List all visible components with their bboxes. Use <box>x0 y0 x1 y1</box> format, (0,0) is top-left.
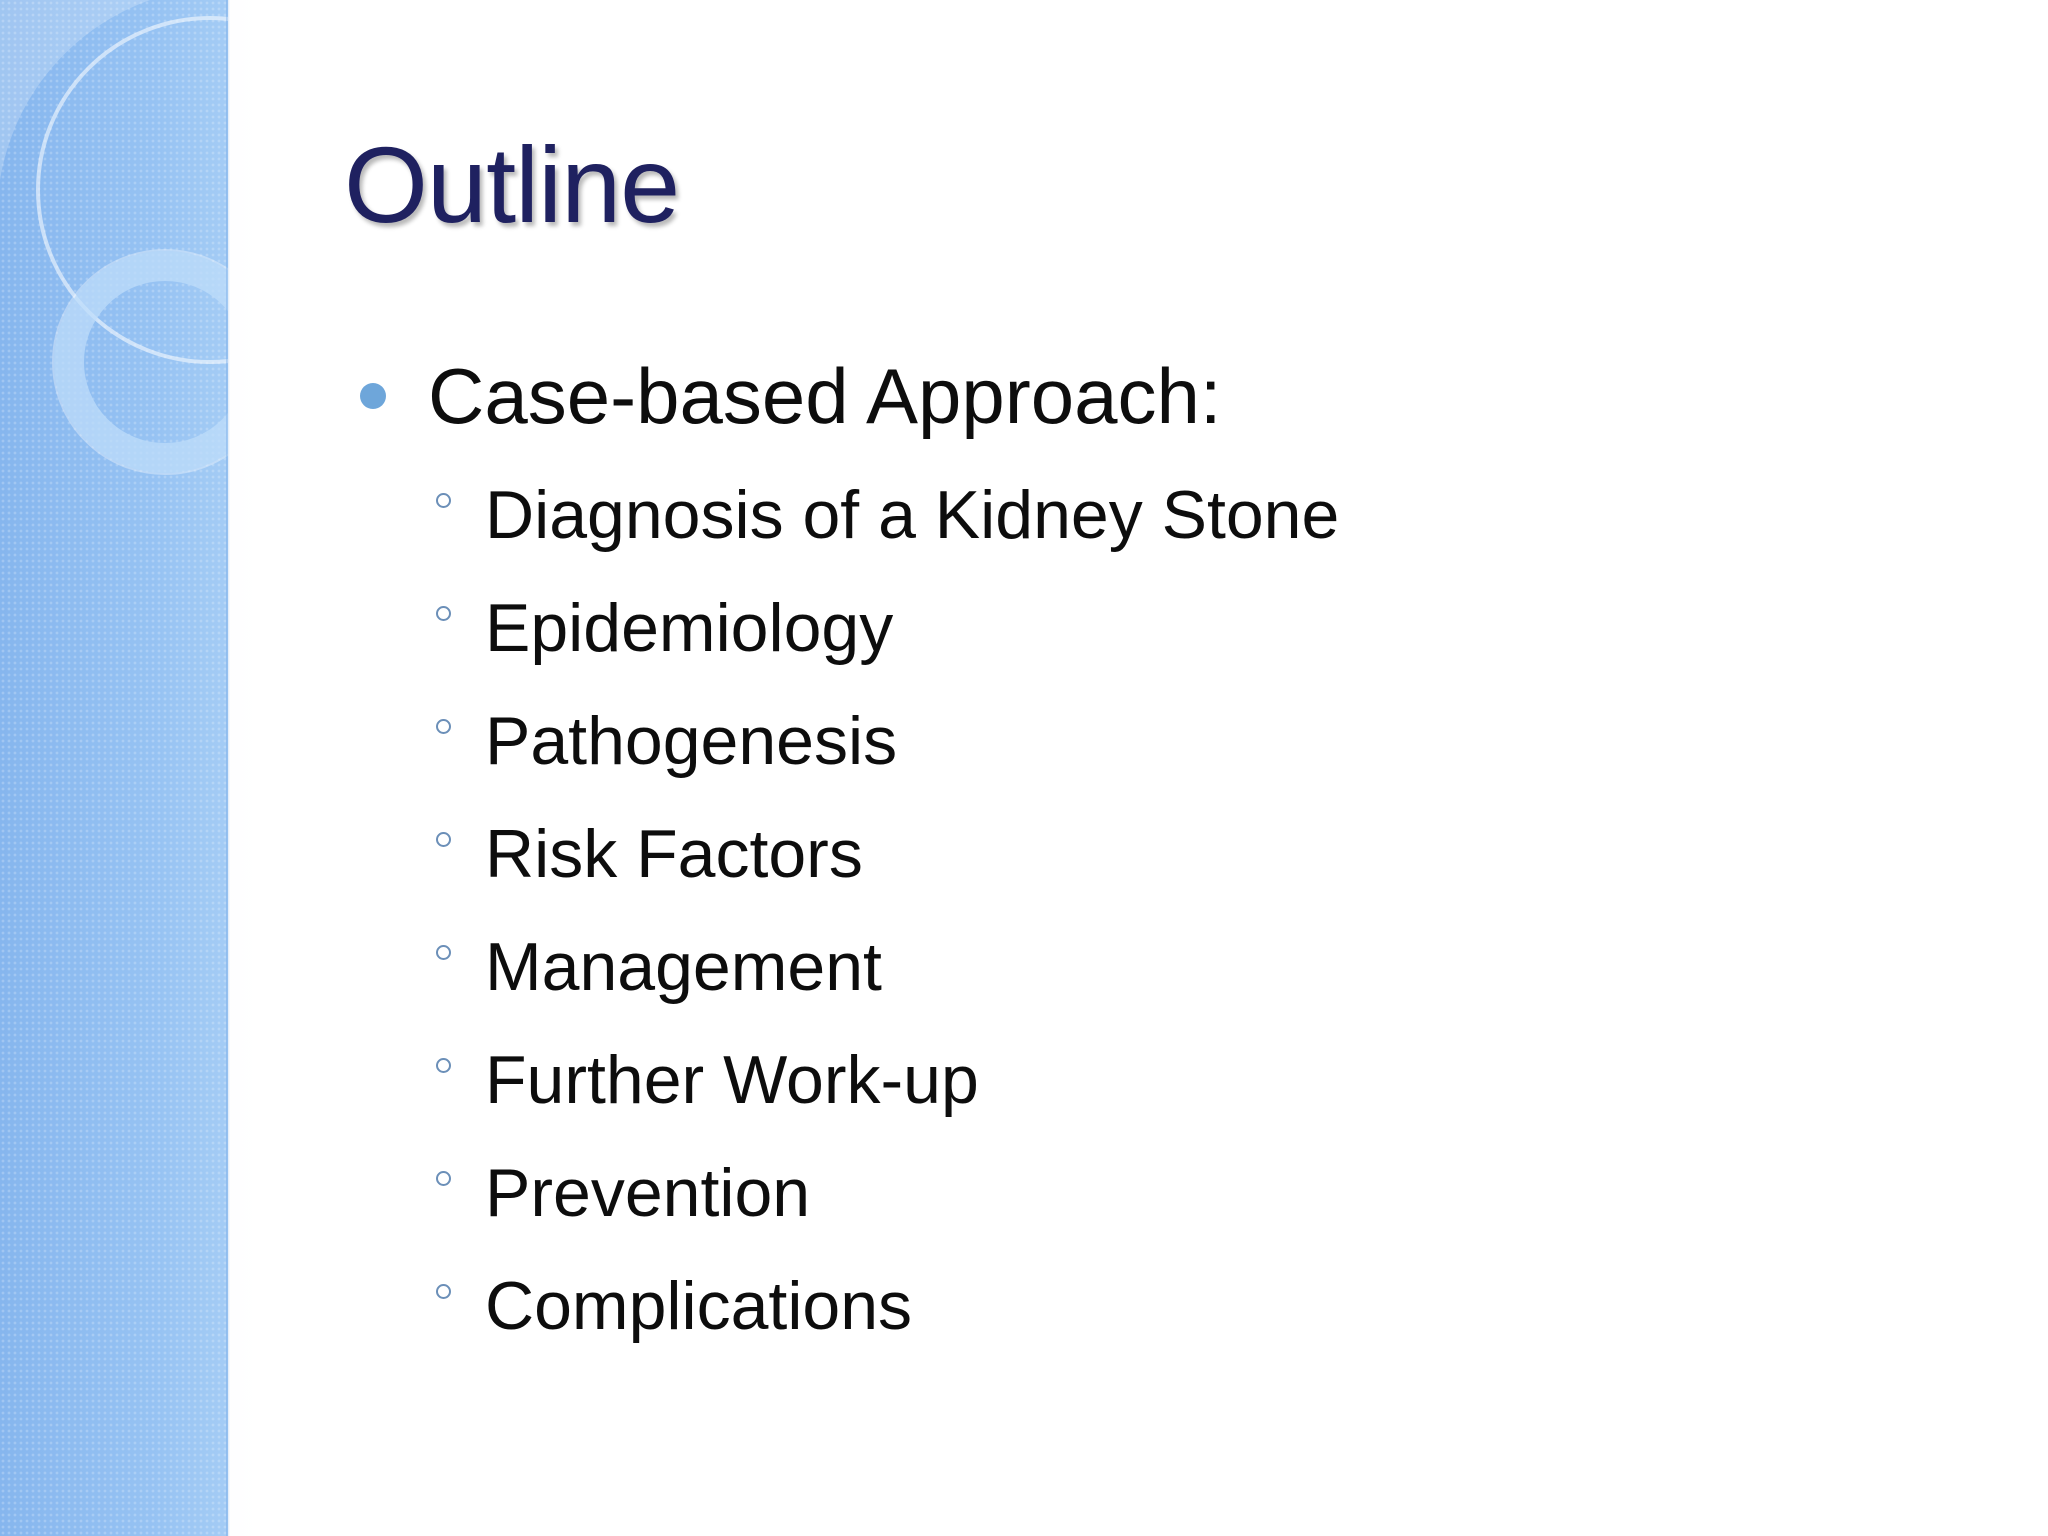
slide-title: Outline <box>344 124 680 245</box>
sub-bullet-text: Prevention <box>485 1154 811 1231</box>
bullet-dot-icon <box>360 383 386 409</box>
hollow-bullet-icon <box>436 1058 451 1073</box>
sub-bullet-item <box>360 571 1960 684</box>
sub-bullet-text: Epidemiology <box>485 589 894 666</box>
bullet-level-1 <box>360 340 1960 452</box>
sub-bullet-item <box>360 684 1960 797</box>
sub-bullet-text: Risk Factors <box>485 815 863 892</box>
decorative-circles <box>0 0 228 1536</box>
sub-bullet-item <box>360 1249 1960 1362</box>
sub-bullet-text: Management <box>485 928 882 1005</box>
hollow-bullet-icon <box>436 832 451 847</box>
hollow-bullet-icon <box>436 493 451 508</box>
sub-bullet-item <box>360 1023 1960 1136</box>
sub-bullet-text: Pathogenesis <box>485 702 898 779</box>
sub-bullet-item <box>360 1136 1960 1249</box>
decorative-side-band <box>0 0 228 1536</box>
sub-bullet-list <box>360 458 1960 1362</box>
hollow-bullet-icon <box>436 606 451 621</box>
hollow-bullet-icon <box>436 1171 451 1186</box>
hollow-bullet-icon <box>436 945 451 960</box>
sub-bullet-text: Complications <box>485 1267 913 1344</box>
band-edge-shadow <box>226 0 230 1536</box>
sub-bullet-text: Further Work-up <box>485 1041 979 1118</box>
sub-bullet-item <box>360 458 1960 571</box>
sub-bullet-item <box>360 910 1960 1023</box>
sub-bullet-item <box>360 797 1960 910</box>
sub-bullet-text: Diagnosis of a Kidney Stone <box>485 476 1340 553</box>
hollow-bullet-icon <box>436 719 451 734</box>
corner-highlight-shape <box>0 0 150 180</box>
slide-content <box>360 340 1960 1362</box>
hollow-bullet-icon <box>436 1284 451 1299</box>
bullet-text: Case-based Approach: <box>428 351 1222 440</box>
